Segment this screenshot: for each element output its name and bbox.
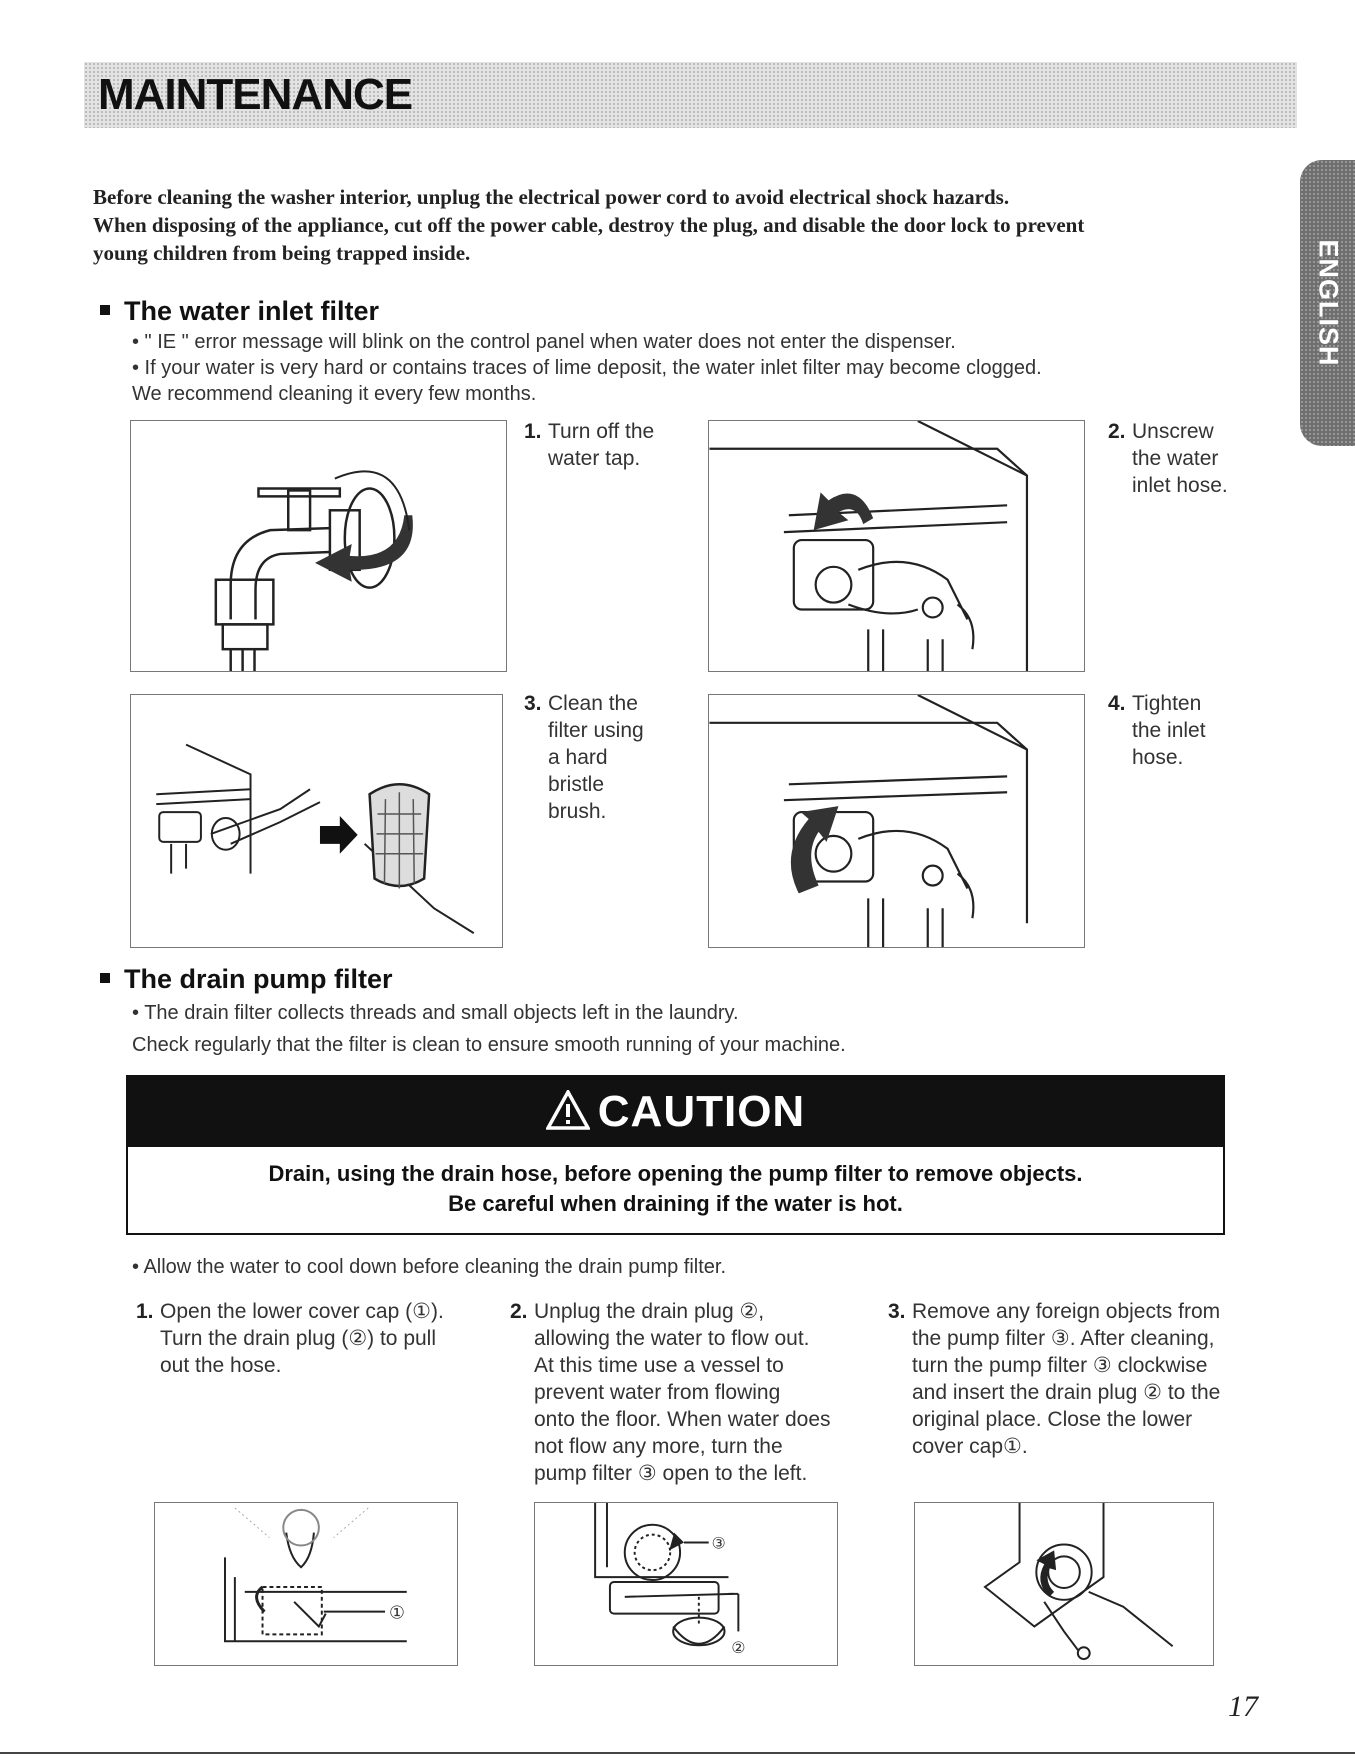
intro-warning — [93, 183, 1273, 267]
language-tab — [1300, 160, 1355, 446]
drain-step-2: 2. Unplug the drain plug ②, allowing the water to flow out. At this time use a vessel to prevent water from flowing onto the floor. When water does not flow any more, turn the pump filter ③ open to the left. — [510, 1300, 831, 1485]
figure-clean-pump — [914, 1502, 1214, 1666]
caution-line: Drain, using the drain hose, before opening the pump filter to remove objects. — [268, 1161, 1083, 1186]
inlet-step-1: 1. Turn off the water tap. — [524, 420, 655, 470]
drain-step-1: 1. Open the lower cover cap (①). Turn the drain plug (②) to pull out the hose. — [136, 1300, 444, 1377]
language-tab-label: ENGLISH — [1313, 239, 1343, 367]
intro-line: When disposing of the appliance, cut off the power cable, destroy the plug, and disable the door lock to prevent — [93, 213, 1085, 237]
label-two: ② — [731, 1638, 746, 1658]
inlet-step-4: 4. Tighten the inlet hose. — [1108, 692, 1206, 769]
drain-section-heading — [100, 964, 393, 995]
intro-line: young children from being trapped inside. — [93, 241, 471, 265]
clean-pump-illustration — [915, 1503, 1213, 1665]
drain-bullet: • The drain filter collects threads and small objects left in the laundry. — [132, 1002, 739, 1024]
inlet-section-heading — [100, 296, 379, 327]
rotate-arrow-icon — [669, 1533, 684, 1551]
spray-dots-icon — [235, 1508, 368, 1538]
page-title: MAINTENANCE — [98, 70, 413, 119]
water-tap-illustration — [131, 421, 506, 671]
rotate-arrow-icon — [1036, 1550, 1056, 1596]
drain-plug-illustration — [535, 1503, 837, 1665]
figure-tighten-hose — [708, 694, 1085, 948]
tighten-hose-illustration — [709, 695, 1084, 947]
page-number: 17 — [1228, 1690, 1258, 1723]
square-bullet-icon — [100, 973, 110, 983]
figure-clean-filter — [130, 694, 503, 948]
unscrew-hose-illustration — [709, 421, 1084, 671]
caution-line: Be careful when draining if the water is hot. — [448, 1191, 903, 1216]
filter-mesh-icon — [370, 784, 430, 888]
inlet-bullet: • " IE " error message will blink on the control panel when water does not enter the dispenser. — [132, 331, 956, 353]
caution-title: CAUTION — [597, 1087, 806, 1136]
arrow-right-icon — [320, 816, 358, 854]
figure-unscrew-hose — [708, 420, 1085, 672]
caution-body — [128, 1147, 1223, 1219]
caution-header — [128, 1077, 1223, 1147]
inlet-step-3: 3. Clean the filter using a hard bristle brush. — [524, 692, 644, 823]
label-one: ① — [388, 1602, 405, 1624]
inlet-bullet: We recommend cleaning it every few months. — [132, 383, 537, 405]
figure-water-tap — [130, 420, 507, 672]
inlet-step-2: 2. Unscrew the water inlet hose. — [1108, 420, 1228, 497]
intro-line: Before cleaning the washer interior, unplug the electrical power cord to avoid electrical shock hazards. — [93, 185, 1010, 209]
inlet-bullet: • If your water is very hard or contains traces of lime deposit, the water inlet filter may become clogged. — [132, 357, 1042, 379]
clean-filter-illustration — [131, 695, 502, 947]
figure-open-cover — [154, 1502, 458, 1666]
drain-step-3: 3. Remove any foreign objects from the pump filter ③. After cleaning, turn the pump filter ③ clockwise and insert the drain plug ② to the original place. Close the lower cover cap①. — [888, 1300, 1221, 1458]
figure-drain-plug — [534, 1502, 838, 1666]
rotate-arrow-icon — [791, 806, 839, 893]
caution-box — [126, 1075, 1225, 1235]
drain-heading-text: The drain pump filter — [124, 964, 393, 994]
drain-note: • Allow the water to cool down before cleaning the drain pump filter. — [132, 1256, 727, 1278]
rotate-arrow-icon — [814, 492, 874, 530]
warning-triangle-icon — [546, 1090, 590, 1130]
inlet-heading-text: The water inlet filter — [124, 296, 380, 326]
square-bullet-icon — [100, 305, 110, 315]
label-three: ③ — [711, 1533, 726, 1553]
header-banner — [84, 62, 1297, 128]
open-cover-illustration — [155, 1503, 457, 1665]
drain-bullet: Check regularly that the filter is clean to ensure smooth running of your machine. — [132, 1034, 846, 1056]
page-bottom-rule — [0, 1752, 1355, 1754]
